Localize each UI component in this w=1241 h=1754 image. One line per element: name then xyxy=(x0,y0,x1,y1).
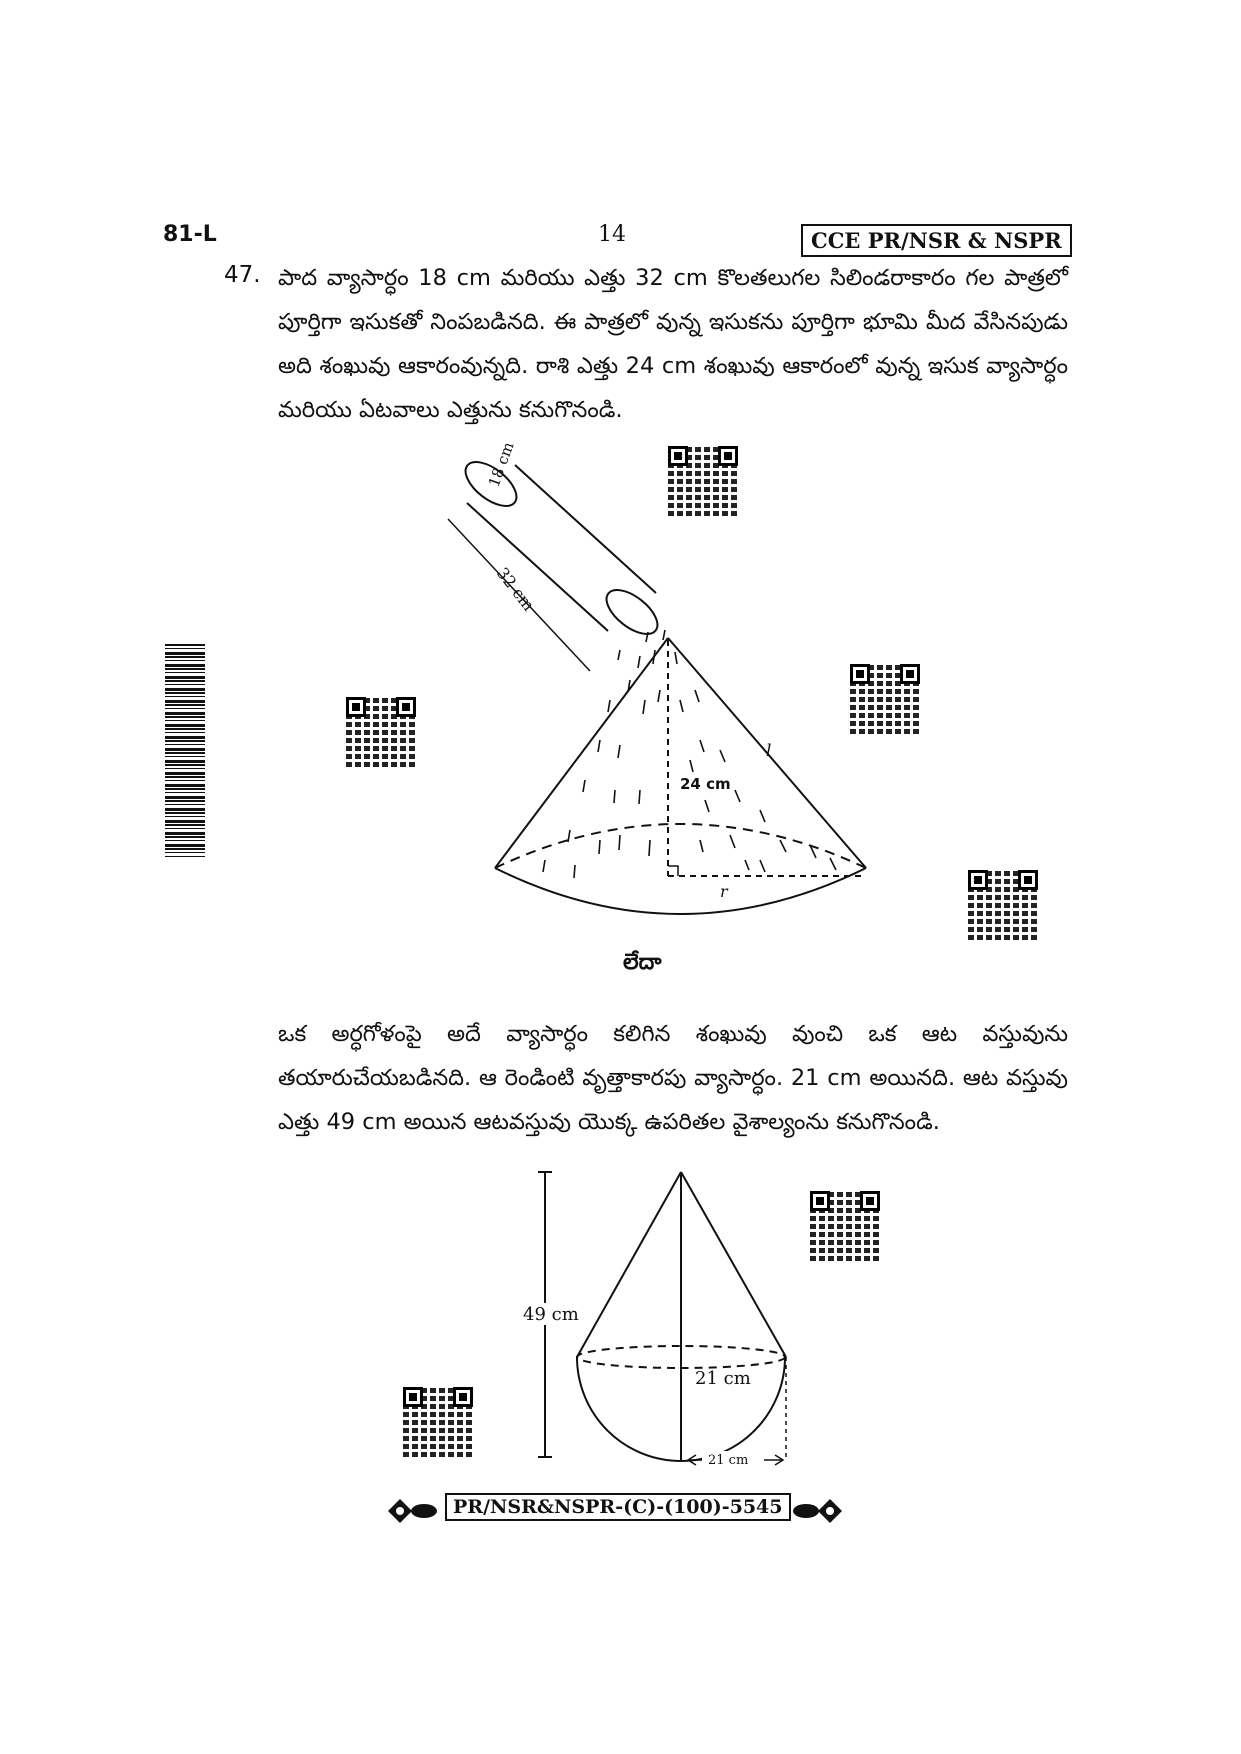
question-number: 47. xyxy=(224,262,261,288)
paper-code: 81-L xyxy=(163,222,217,247)
cone-height-label: 24 cm xyxy=(680,775,731,793)
base-radius-label: 21 cm xyxy=(708,1453,749,1468)
exam-code-box: CCE PR/NSR & NSPR xyxy=(801,224,1072,257)
page-number: 14 xyxy=(598,222,626,247)
or-separator: లేదా xyxy=(623,950,662,975)
cone-left-edge xyxy=(577,1172,681,1357)
footer-code-box: PR/NSR&NSPR-(C)-(100)-5545 xyxy=(445,1493,791,1521)
figure-cylinder-cone xyxy=(448,454,866,914)
cylinder-radius-label: 18 cm xyxy=(484,439,518,490)
cone-right-edge xyxy=(681,1172,786,1357)
footer-ornament-right xyxy=(793,1499,842,1523)
cylinder-height-label: 32 cm xyxy=(492,563,539,615)
footer-ornament-left xyxy=(388,1499,437,1523)
cone-radius-label: r xyxy=(720,882,728,901)
question-text: పాద వ్యాసార్ధం 18 cm మరియు ఎత్తు 32 cm కొలతలుగల సిలిండరాకారం గల పాత్రలో పూర్తిగా ఇసుకతో నింపబడినది. ఈ పాత్రలో వున్న ఇసుకను పూర్తిగా భూమి మీద వేసినపుడు అది శంఖువు ఆకారంవున్నది. రాశి ఎత్తు 24 cm శంఖువు ఆకారంలో వున్న ఇసుక వ్యాసార్ధం మరియు ఏటవాలు ఎత్తును కనుగొనండి. xyxy=(278,265,1068,423)
total-height-label: 49 cm xyxy=(523,1304,579,1325)
alternative-question-text: ఒక అర్ధగోళంపై అదే వ్యాసార్ధం కలిగిన శంఖువు వుంచి ఒక ఆట వస్తువును తయారుచేయబడినది. ఆ రెండింటి వృత్తాకారపు వ్యాసార్ధం. 21 cm అయినది. ఆట వస్తువు ఎత్తు 49 cm అయిన ఆటవస్తువు యొక్క ఉపరితల వైశాల్యంను కనుగొనండి. xyxy=(278,1021,1068,1135)
cone-slant-label: l xyxy=(766,741,772,761)
inner-radius-label: 21 cm xyxy=(695,1368,751,1389)
